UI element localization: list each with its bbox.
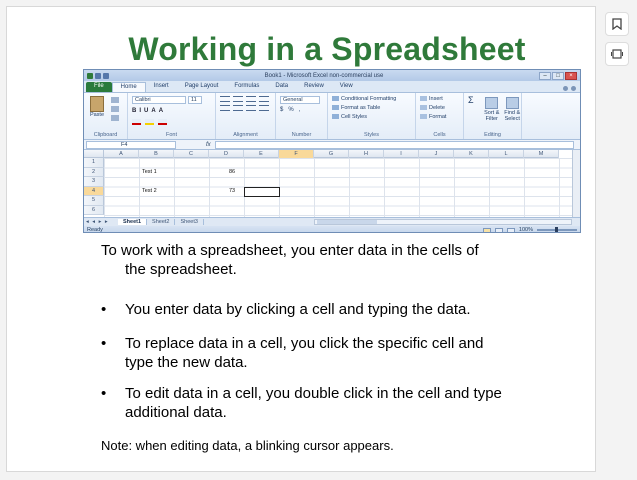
cell-d2: 86 xyxy=(229,168,236,175)
group-label: Number xyxy=(291,132,312,138)
bookmark-icon xyxy=(612,18,622,30)
slide-body xyxy=(101,241,571,453)
window-controls xyxy=(539,72,577,80)
clipboard-mini-buttons xyxy=(111,97,119,121)
italic-button: I xyxy=(139,108,142,114)
format-as-table-button: Format as Table xyxy=(332,105,396,111)
close-button: × xyxy=(565,72,577,80)
paste-label: Paste xyxy=(89,112,105,118)
find-select-label: Find & Select xyxy=(504,110,521,122)
sheet-tab-sheet2: Sheet2 xyxy=(147,219,175,225)
bullet-marker: • xyxy=(101,385,107,402)
quick-access-toolbar xyxy=(87,73,109,79)
group-styles xyxy=(328,93,416,139)
format-painter-icon xyxy=(111,115,119,121)
bullet-item xyxy=(101,334,571,372)
sort-filter-button xyxy=(484,97,500,122)
tab-view: View xyxy=(339,83,353,89)
column-header: H xyxy=(349,150,384,158)
cell-area xyxy=(104,158,572,217)
excel-logo-icon xyxy=(87,73,93,79)
ribbon xyxy=(84,92,580,140)
group-label: Cells xyxy=(433,132,446,138)
cut-icon xyxy=(111,97,119,103)
row-header: 1 xyxy=(84,158,104,168)
bookmark-button[interactable] xyxy=(605,12,629,36)
ribbon-tabs xyxy=(84,81,580,92)
column-header: D xyxy=(209,150,244,158)
binoculars-icon xyxy=(506,97,519,109)
sheet-tab-sheet1: Sheet1 xyxy=(118,219,147,225)
group-font xyxy=(128,93,216,139)
font-color-buttons xyxy=(132,119,167,125)
row-header: 6 xyxy=(84,206,104,216)
sort-filter-label: Sort & Filter xyxy=(484,110,500,122)
bullet-line: You enter data by clicking a cell and typing the data. xyxy=(125,301,471,318)
selected-cell-f4 xyxy=(244,187,280,197)
copy-icon xyxy=(111,106,119,112)
row-header: 5 xyxy=(84,196,104,206)
font-style-buttons xyxy=(132,108,163,114)
tab-home: Home xyxy=(112,82,146,92)
conditional-formatting-button: Conditional Formatting xyxy=(332,96,396,102)
cell-d4: 73 xyxy=(229,187,236,194)
group-label: Clipboard xyxy=(93,132,118,138)
scroll-thumb xyxy=(317,220,377,224)
normal-view-icon xyxy=(483,228,491,233)
cell-b2: Test 1 xyxy=(142,168,157,175)
group-editing xyxy=(464,93,522,139)
bullet-marker: • xyxy=(101,301,107,318)
bullet-line: type the new data. xyxy=(125,354,248,371)
zoom-level: 100% xyxy=(518,227,533,233)
editing-buttons xyxy=(484,97,521,122)
bold-button: B xyxy=(132,108,137,114)
slides-button[interactable] xyxy=(605,42,629,66)
formula-bar xyxy=(84,140,580,150)
column-header: I xyxy=(384,150,419,158)
tab-file: File xyxy=(86,82,112,92)
intro-paragraph xyxy=(101,241,571,279)
styles-buttons xyxy=(332,96,396,120)
maximize-button: □ xyxy=(552,72,564,80)
group-label: Styles xyxy=(364,132,379,138)
align-middle-icon xyxy=(233,96,243,102)
font-name-box: Calibri xyxy=(132,96,186,104)
bullet-item xyxy=(101,300,571,319)
cell-b4: Test 2 xyxy=(142,187,157,194)
bullet-item xyxy=(101,384,571,422)
column-header: E xyxy=(244,150,279,158)
tab-formulas: Formulas xyxy=(234,83,260,89)
slide xyxy=(6,6,596,472)
intro-line-1: To work with a spreadsheet, you enter data in the cells of xyxy=(101,242,479,259)
bullet-marker: • xyxy=(101,335,107,352)
tab-insert: Insert xyxy=(153,83,169,89)
group-number xyxy=(276,93,328,139)
minimize-button: – xyxy=(539,72,551,80)
group-clipboard xyxy=(84,93,128,139)
row-headers xyxy=(84,158,104,215)
group-alignment xyxy=(216,93,276,139)
align-right-icon xyxy=(246,105,256,111)
currency-icon: $ xyxy=(280,107,284,113)
cell-styles-button: Cell Styles xyxy=(332,114,396,120)
column-header: L xyxy=(489,150,524,158)
excel-window-title: Book1 - Microsoft Excel non-commercial use xyxy=(264,72,384,79)
align-center-icon xyxy=(233,105,243,111)
sort-icon xyxy=(485,97,498,109)
note-text: Note: when editing data, a blinking cursor appears. xyxy=(101,438,394,453)
horizontal-scrollbar xyxy=(314,219,572,225)
align-left-icon xyxy=(220,105,230,111)
group-label: Font xyxy=(165,132,177,138)
slides-icon xyxy=(611,49,623,59)
tab-data: Data xyxy=(275,83,289,89)
number-format-buttons xyxy=(280,107,300,113)
wrap-text-icon xyxy=(259,96,269,102)
borders-icon xyxy=(132,119,141,125)
tab-review: Review xyxy=(304,83,324,89)
column-header: J xyxy=(419,150,454,158)
formula-input xyxy=(215,141,574,149)
group-label: Editing xyxy=(484,132,501,138)
fill-color-icon xyxy=(145,119,154,125)
excel-window-screenshot xyxy=(83,69,581,233)
row-header: 2 xyxy=(84,168,104,178)
row-header: 3 xyxy=(84,177,104,187)
underline-button: U xyxy=(144,108,149,114)
name-box: F4 xyxy=(86,141,176,149)
slide-title: Working in a Spreadsheet xyxy=(128,31,526,67)
align-top-icon xyxy=(220,96,230,102)
font-size-box: 11 xyxy=(188,96,202,104)
select-all-corner xyxy=(84,150,104,158)
excel-titlebar xyxy=(84,70,580,81)
align-bottom-icon xyxy=(246,96,256,102)
fx-icon: fx xyxy=(206,141,211,148)
merge-icon xyxy=(259,105,269,111)
delete-button: Delete xyxy=(420,105,446,111)
page-layout-view-icon xyxy=(495,228,503,233)
row-header-selected: 4 xyxy=(84,187,104,197)
intro-line-2: the spreadsheet. xyxy=(125,261,237,278)
sheet-tabs-bar xyxy=(84,217,580,226)
percent-icon: % xyxy=(288,107,294,113)
status-text: Ready xyxy=(87,227,103,233)
clipboard-icon xyxy=(90,96,104,112)
save-icon xyxy=(95,73,101,79)
vertical-scrollbar xyxy=(572,150,580,217)
comma-icon: , xyxy=(298,107,301,113)
bullet-line: To edit data in a cell, you double click in the cell and type xyxy=(125,385,502,402)
grow-font-button: A xyxy=(151,108,156,114)
column-header: C xyxy=(174,150,209,158)
tab-page-layout: Page Layout xyxy=(184,83,219,89)
find-select-button xyxy=(504,97,521,122)
group-cells xyxy=(416,93,464,139)
number-format-box: General xyxy=(280,96,320,104)
column-header-selected: F xyxy=(279,150,314,158)
cells-buttons xyxy=(420,96,446,120)
autosum-icon: Σ xyxy=(468,95,474,105)
column-headers xyxy=(84,150,559,158)
column-header: K xyxy=(454,150,489,158)
insert-button: Insert xyxy=(420,96,446,102)
worksheet-grid xyxy=(84,150,580,217)
zoom-slider xyxy=(537,229,577,231)
font-color-icon xyxy=(158,119,167,125)
paste-button xyxy=(88,96,106,118)
column-header: M xyxy=(524,150,559,158)
group-label: Alignment xyxy=(233,132,258,138)
page-break-view-icon xyxy=(507,228,515,233)
status-bar xyxy=(84,226,580,233)
sheet-tab-sheet3: Sheet3 xyxy=(175,219,203,225)
zoom-area xyxy=(483,227,577,233)
shrink-font-button: A xyxy=(158,108,164,114)
sheet-nav-arrows: ◂ ◂ ▸ ▸ xyxy=(86,219,109,225)
alignment-buttons xyxy=(220,96,269,111)
help-icon xyxy=(563,86,568,91)
column-header: A xyxy=(104,150,139,158)
bullet-line: To replace data in a cell, you click the specific cell and xyxy=(125,335,484,352)
ribbon-minimize-icon xyxy=(571,86,576,91)
format-button: Format xyxy=(420,114,446,120)
column-header: B xyxy=(139,150,174,158)
column-header: G xyxy=(314,150,349,158)
bullet-line: additional data. xyxy=(125,404,227,421)
